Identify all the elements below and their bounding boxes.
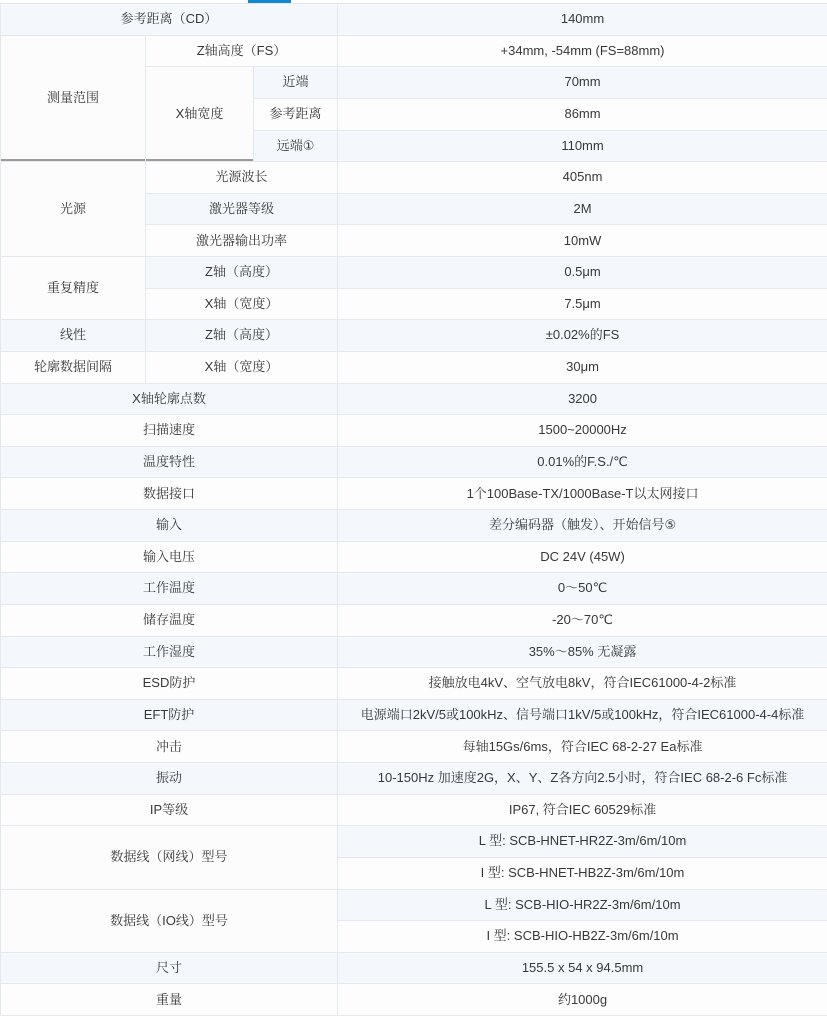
spec-label: 扫描速度 [1,415,338,447]
spec-sublabel: 近端 [254,67,338,99]
spec-label: 工作温度 [1,573,338,605]
spec-table [0,3,827,1016]
table-row [1,763,827,795]
spec-value: 140mm [338,4,827,36]
spec-value: L 型: SCB-HNET-HR2Z-3m/6m/10m [338,826,827,858]
spec-value: 30μm [338,351,827,383]
spec-label: 尺寸 [1,952,338,984]
spec-group-label: X轴宽度 [146,67,254,162]
spec-value: 电源端口2kV/5或100kHz、信号端口1kV/5或100kHz，符合IEC61000-4-4标准 [338,699,827,731]
table-row [1,35,827,67]
spec-sublabel: X轴（宽度） [146,351,338,383]
spec-sublabel: Z轴（高度） [146,257,338,289]
table-row [1,826,827,858]
spec-value: 7.5μm [338,288,827,320]
spec-label: X轴轮廓点数 [1,383,338,415]
table-row [1,731,827,763]
spec-sublabel: Z轴高度（FS） [146,35,338,67]
spec-value: 接触放电4kV、空气放电8kV，符合IEC61000-4-2标准 [338,668,827,700]
spec-value: 3200 [338,383,827,415]
spec-sublabel: 激光器输出功率 [146,225,338,257]
spec-value: 155.5 x 54 x 94.5mm [338,952,827,984]
spec-value: 0.5μm [338,257,827,289]
table-row [1,510,827,542]
spec-sublabel: 光源波长 [146,162,338,194]
spec-group-label: 数据线（网线）型号 [1,826,338,889]
spec-label: IP等级 [1,794,338,826]
spec-label: 线性 [1,320,146,352]
spec-value: 110mm [338,130,827,162]
spec-label: 重量 [1,984,338,1016]
spec-label: 振动 [1,763,338,795]
spec-value: 0.01%的F.S./℃ [338,446,827,478]
table-row [1,699,827,731]
spec-group-label: 测量范围 [1,35,146,162]
spec-group-label: 数据线（IO线）型号 [1,889,338,952]
spec-group-label: 光源 [1,162,146,257]
spec-label: 输入电压 [1,541,338,573]
spec-sublabel: 参考距离 [254,98,338,130]
table-row [1,478,827,510]
spec-label: ESD防护 [1,668,338,700]
table-row [1,889,827,921]
spec-value: 86mm [338,98,827,130]
spec-value: 70mm [338,67,827,99]
spec-label: 储存温度 [1,604,338,636]
spec-label: 工作湿度 [1,636,338,668]
spec-label: 数据接口 [1,478,338,510]
spec-label: 输入 [1,510,338,542]
spec-value: 1500~20000Hz [338,415,827,447]
spec-label: 温度特性 [1,446,338,478]
table-row [1,541,827,573]
table-row [1,573,827,605]
table-row [1,446,827,478]
table-row [1,162,827,194]
table-row [1,952,827,984]
spec-value: I 型: SCB-HIO-HB2Z-3m/6m/10m [338,921,827,953]
table-row [1,257,827,289]
spec-sublabel: 远端① [254,130,338,162]
spec-value: 35%～85% 无凝露 [338,636,827,668]
spec-value: L 型: SCB-HIO-HR2Z-3m/6m/10m [338,889,827,921]
table-row [1,636,827,668]
table-row [1,415,827,447]
spec-value: 约1000g [338,984,827,1016]
spec-sublabel: 激光器等级 [146,193,338,225]
spec-value: I 型: SCB-HNET-HB2Z-3m/6m/10m [338,857,827,889]
spec-table-container [0,3,827,1016]
table-row [1,320,827,352]
table-row [1,383,827,415]
spec-value: 2M [338,193,827,225]
spec-value: DC 24V (45W) [338,541,827,573]
spec-value: 10-150Hz 加速度2G，X、Y、Z各方向2.5小时，符合IEC 68-2-6 Fc标准 [338,763,827,795]
table-row [1,4,827,36]
spec-value: -20～70℃ [338,604,827,636]
table-row [1,668,827,700]
spec-label: 参考距离（CD） [1,4,338,36]
spec-value: 0～50℃ [338,573,827,605]
spec-value: 405nm [338,162,827,194]
spec-value: IP67, 符合IEC 60529标准 [338,794,827,826]
spec-value: ±0.02%的FS [338,320,827,352]
spec-value: 差分编码器（触发）、开始信号⑤ [338,510,827,542]
table-row [1,351,827,383]
table-row [1,604,827,636]
table-row [1,984,827,1016]
spec-group-label: 重复精度 [1,257,146,320]
spec-sublabel: Z轴（高度） [146,320,338,352]
spec-sublabel: X轴（宽度） [146,288,338,320]
spec-value: 每轴15Gs/6ms，符合IEC 68-2-27 Ea标准 [338,731,827,763]
spec-label: 冲击 [1,731,338,763]
spec-label: EFT防护 [1,699,338,731]
spec-value: +34mm, -54mm (FS=88mm) [338,35,827,67]
spec-value: 10mW [338,225,827,257]
table-row [1,794,827,826]
spec-value: 1个100Base-TX/1000Base-T以太网接口 [338,478,827,510]
spec-label: 轮廓数据间隔 [1,351,146,383]
